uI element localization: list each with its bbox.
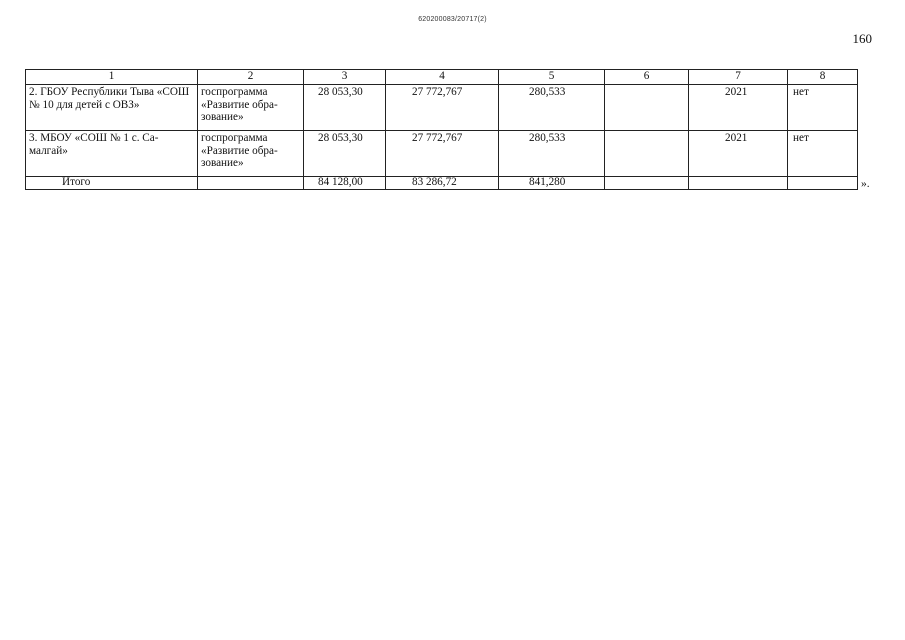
institution-name-cell: 2. ГБОУ Республики Тыва «СОШ № 10 для детей с ОВЗ» bbox=[26, 85, 198, 131]
column-header-8: 8 bbox=[788, 70, 858, 85]
table-row bbox=[26, 85, 858, 131]
amount-federal-cell: 27 772,767 bbox=[386, 131, 499, 177]
column-header-3: 3 bbox=[304, 70, 386, 85]
total-amount-cell: 84 128,00 bbox=[304, 177, 386, 190]
total-regional-cell: 841,280 bbox=[499, 177, 605, 190]
column-8-cell: нет bbox=[788, 85, 858, 131]
total-col-8 bbox=[788, 177, 858, 190]
year-cell: 2021 bbox=[689, 131, 788, 177]
column-header-2: 2 bbox=[198, 70, 304, 85]
program-cell: госпрограмма «Развитие обра-зование» bbox=[198, 131, 304, 177]
total-col-7 bbox=[689, 177, 788, 190]
total-row bbox=[26, 177, 858, 190]
amount-total-cell: 28 053,30 bbox=[304, 85, 386, 131]
amount-regional-cell: 280,533 bbox=[499, 131, 605, 177]
page-number: 160 bbox=[852, 31, 872, 46]
column-header-4: 4 bbox=[386, 70, 499, 85]
year-cell: 2021 bbox=[689, 85, 788, 131]
total-federal-cell: 83 286,72 bbox=[386, 177, 499, 190]
amount-regional-cell: 280,533 bbox=[499, 85, 605, 131]
table-row bbox=[26, 131, 858, 177]
document-id: 620200083/20717(2) bbox=[418, 16, 487, 23]
total-col-2 bbox=[198, 177, 304, 190]
column-header-7: 7 bbox=[689, 70, 788, 85]
table-header-row bbox=[26, 70, 858, 85]
closing-quote: ». bbox=[861, 178, 870, 190]
column-header-1: 1 bbox=[26, 70, 198, 85]
institution-name-cell: 3. МБОУ «СОШ № 1 с. Са-малгай» bbox=[26, 131, 198, 177]
total-label: Итого bbox=[26, 177, 198, 190]
column-header-5: 5 bbox=[499, 70, 605, 85]
program-cell: госпрограмма «Развитие обра-зование» bbox=[198, 85, 304, 131]
column-8-cell: нет bbox=[788, 131, 858, 177]
amount-federal-cell: 27 772,767 bbox=[386, 85, 499, 131]
amount-total-cell: 28 053,30 bbox=[304, 131, 386, 177]
total-col-6 bbox=[605, 177, 689, 190]
column-header-6: 6 bbox=[605, 70, 689, 85]
column-6-cell bbox=[605, 131, 689, 177]
column-6-cell bbox=[605, 85, 689, 131]
funding-table bbox=[25, 69, 858, 190]
